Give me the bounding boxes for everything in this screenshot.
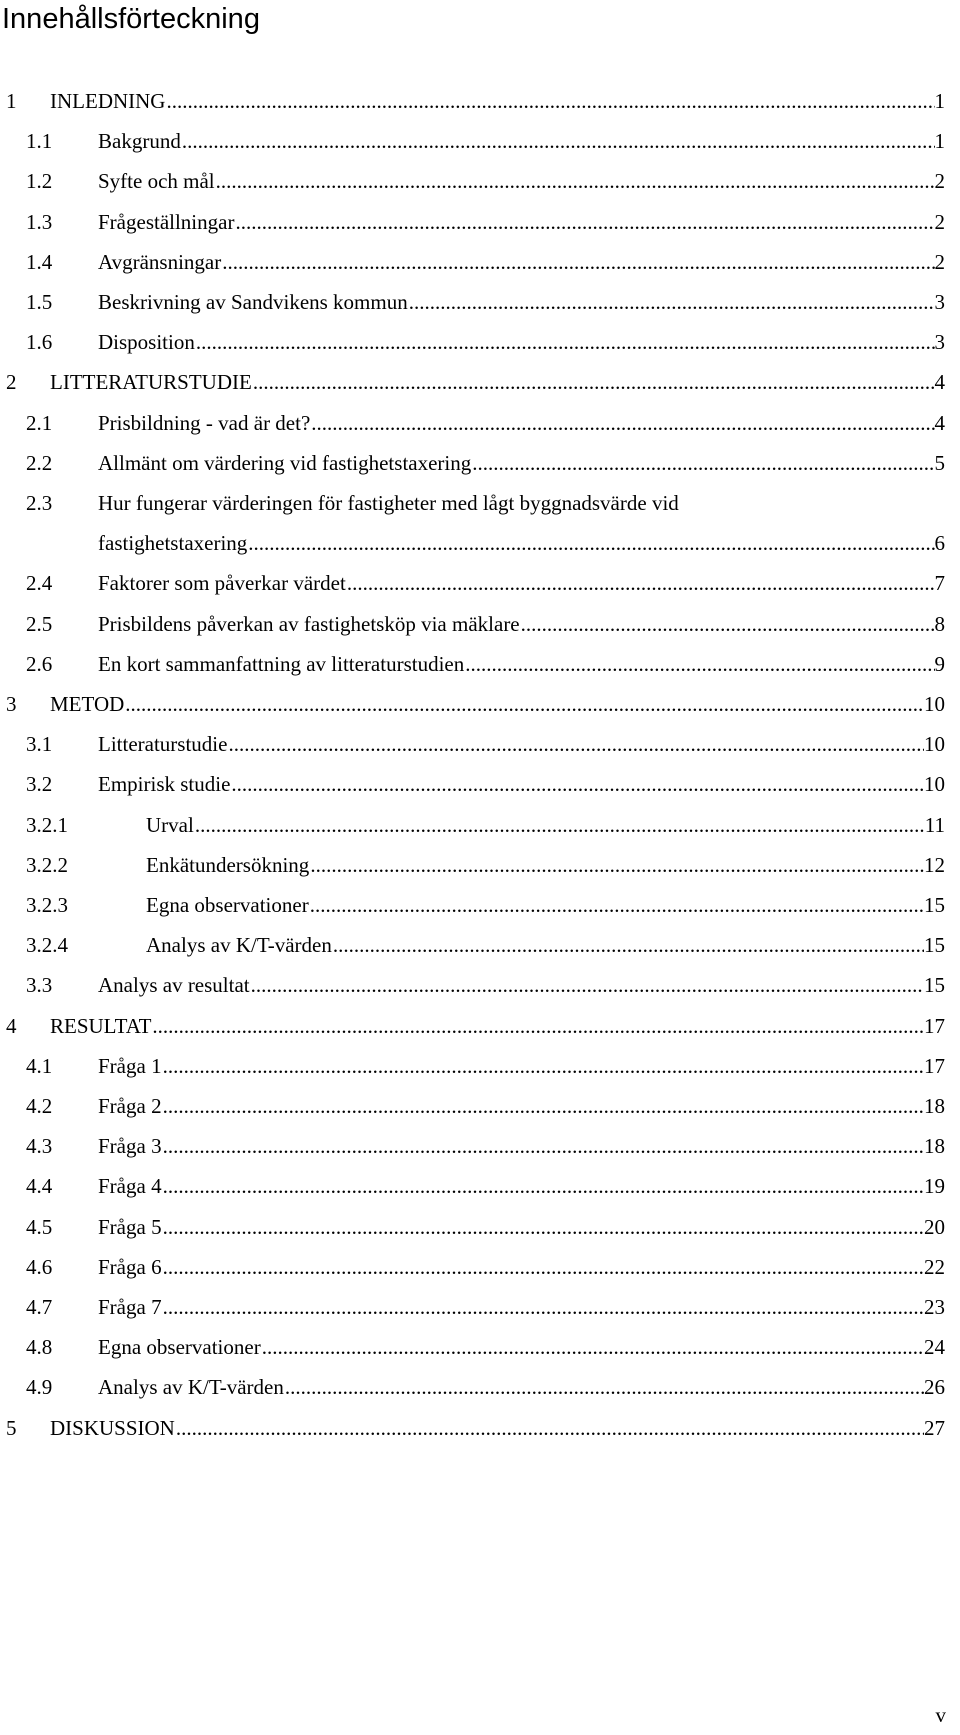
toc-entry-title: DISKUSSION [50,1415,175,1440]
toc-dot-leader [151,1008,924,1044]
toc-entry-number: 3.3 [26,973,53,998]
toc-entry-page: 10 [924,692,945,716]
toc-entry-title: Urval [146,812,194,837]
toc-entry-page: 6 [934,531,945,556]
toc-entry-number: 4.6 [26,1254,53,1279]
toc-entry-title: Analys av K/T-värden [98,1375,284,1400]
toc-entry[interactable] [0,606,960,642]
toc-entry[interactable] [0,284,960,320]
toc-entry-title: Disposition [98,330,195,355]
toc-entry[interactable] [0,1008,960,1044]
toc-entry-page: 27 [924,1415,945,1440]
toc-entry-number: 1.6 [26,330,53,355]
toc-entry-page: 15 [924,893,945,917]
toc-entry-number: 4.3 [26,1134,53,1159]
toc-dot-leader [221,244,934,280]
toc-dot-leader [165,83,934,119]
toc-entry-title: Fråga 4 [98,1174,162,1199]
toc-entry-number: 2.4 [26,571,53,596]
toc-entry-title: METOD [50,692,125,716]
toc-entry[interactable] [0,485,960,521]
toc-dot-leader [284,1369,924,1405]
toc-dot-leader [346,565,935,601]
toc-dot-leader [309,887,924,923]
toc-entry-page: 26 [924,1375,945,1400]
toc-entry-title: Fråga 6 [98,1254,162,1279]
toc-entry-title: Litteraturstudie [98,732,228,757]
toc-entry-title: Beskrivning av Sandvikens kommun [98,290,408,314]
toc-dot-leader [520,606,935,642]
toc-entry-page: 1 [934,89,945,113]
toc-entry-title: Egna observationer [146,893,309,917]
toc-dot-leader [332,927,924,963]
toc-entry-number: 2 [6,370,17,395]
toc-entry-number: 1.1 [26,129,53,154]
page-title: Innehållsförteckning [2,3,260,35]
toc-entry[interactable] [0,83,960,119]
toc-entry-number: 3.2.1 [26,812,68,837]
toc-entry-number: 2.6 [26,651,53,676]
toc-entry-page: 24 [924,1335,945,1360]
toc-entry[interactable] [0,1289,960,1325]
toc-entry[interactable] [0,1249,960,1285]
toc-entry-page: 12 [924,852,945,877]
toc-entry[interactable] [0,1329,960,1365]
toc-dot-leader [261,1329,924,1365]
toc-entry[interactable] [0,244,960,280]
toc-dot-leader [162,1249,924,1285]
toc-entry-number: 3.2.2 [26,852,68,877]
toc-entry-number: 3 [6,692,17,716]
toc-dot-leader [252,364,935,400]
toc-entry-page: 23 [924,1295,945,1319]
toc-entry[interactable] [0,405,960,441]
toc-entry[interactable] [0,726,960,762]
toc-entry-title: Fråga 1 [98,1053,162,1078]
toc-entry-page: 2 [934,169,945,194]
toc-entry-page: 4 [934,370,945,395]
toc-entry-title: Egna observationer [98,1335,261,1360]
toc-entry-number: 4.4 [26,1174,53,1199]
toc-dot-leader [194,807,925,843]
toc-entry-page: 7 [934,571,945,596]
toc-entry-title: RESULTAT [50,1013,152,1038]
toc-entry-number: 2.3 [26,491,53,515]
toc-entry-title: Prisbildning - vad är det? [98,410,311,435]
toc-entry-title: Analys av K/T-värden [146,933,332,958]
toc-entry[interactable] [0,204,960,240]
toc-entry[interactable] [0,364,960,400]
toc-entry-page: 19 [924,1174,945,1199]
toc-dot-leader [230,766,924,802]
toc-entry[interactable] [0,686,960,722]
toc-entry-title: Syfte och mål [98,169,215,194]
toc-entry-page: 8 [934,611,945,636]
toc-entry-number: 1.3 [26,209,53,234]
toc-entry-number: 4.7 [26,1295,53,1319]
toc-entry-number: 3.2.3 [26,893,68,917]
toc-entry-title: Enkätundersökning [146,852,310,877]
toc-entry-number: 1.5 [26,290,53,314]
toc-entry-title: Fråga 5 [98,1214,162,1239]
toc-entry-page: 15 [924,973,945,998]
toc-dot-leader [309,847,924,883]
toc-entry-title: Analys av resultat [98,973,250,998]
toc-entry-number: 2.2 [26,450,53,475]
toc-entry-page: 17 [924,1013,945,1038]
toc-entry-page: 3 [934,330,945,355]
toc-entry-page: 11 [924,812,945,837]
toc-entry-number: 3.2.4 [26,933,68,958]
toc-entry-number: 3.1 [26,732,53,757]
toc-dot-leader [234,204,934,240]
toc-entry-page: 22 [924,1254,945,1279]
toc-dot-leader [215,163,935,199]
toc-entry[interactable] [0,1168,960,1204]
toc-entry-title: Empirisk studie [98,772,231,797]
toc-dot-leader [175,1410,924,1446]
toc-entry-title: Fråga 2 [98,1094,162,1118]
toc-entry-number: 1.2 [26,169,53,194]
toc-entry-title: Faktorer som påverkar värdet [98,571,346,596]
toc-entry-page: 18 [924,1094,945,1118]
toc-entry-page: 3 [934,290,945,314]
toc-entry[interactable] [0,887,960,923]
toc-entry-title: Fråga 3 [98,1134,162,1159]
toc-entry-title: INLEDNING [50,89,166,113]
toc-entry-title: Avgränsningar [98,249,222,274]
toc-entry-number: 2.1 [26,410,53,435]
toc-entry-page: 17 [924,1053,945,1078]
toc-entry[interactable] [0,445,960,481]
toc-dot-leader [408,284,935,320]
toc-dot-leader [162,1088,924,1124]
toc-entry[interactable] [0,927,960,963]
toc-entry[interactable] [0,1048,960,1084]
toc-entry[interactable] [0,807,960,843]
toc-entry-title: fastighetstaxering [98,531,248,556]
toc-dot-leader [471,445,934,481]
toc-dot-leader [195,324,935,360]
toc-entry-title: Frågeställningar [98,209,235,234]
toc-dot-leader [310,405,934,441]
toc-entry[interactable] [0,565,960,601]
toc-entry-number: 4.8 [26,1335,53,1360]
toc-entry-number: 3.2 [26,772,53,797]
toc-entry-page: 9 [934,651,945,676]
toc-entry[interactable] [0,1410,960,1446]
toc-entry-page: 20 [924,1214,945,1239]
toc-entry-number: 4.2 [26,1094,53,1118]
toc-entry-page: 2 [934,209,945,234]
toc-dot-leader [464,646,934,682]
toc-entry-number: 4 [6,1013,17,1038]
toc-entry-page: 4 [934,410,945,435]
toc-entry[interactable] [0,967,960,1003]
toc-entry-page: 2 [934,249,945,274]
toc-entry-page: 15 [924,933,945,958]
page-number: v [935,1703,946,1727]
toc-entry[interactable] [0,1088,960,1124]
toc-entry-page: 18 [924,1134,945,1159]
toc-entry-number: 4.1 [26,1053,53,1078]
toc-entry[interactable] [0,525,960,561]
toc-entry-title: Allmänt om värdering vid fastighetstaxering [98,450,472,475]
toc-dot-leader [181,123,935,159]
toc-entry-title: En kort sammanfattning av litteraturstudien [98,651,465,676]
toc-dot-leader [162,1128,924,1164]
toc-entry[interactable] [0,646,960,682]
toc-entry-page: 1 [934,129,945,154]
toc-entry[interactable] [0,324,960,360]
toc-entry-title: Fråga 7 [98,1295,162,1319]
toc-entry-title: Hur fungerar värderingen för fastigheter med lågt byggnadsvärde vid [98,491,679,515]
toc-dot-leader [124,686,924,722]
toc-entry-title: LITTERATURSTUDIE [50,370,252,395]
toc-dot-leader [162,1209,924,1245]
toc-entry[interactable] [0,163,960,199]
toc-entry[interactable] [0,1209,960,1245]
toc-entry[interactable] [0,1128,960,1164]
toc-dot-leader [247,525,934,561]
toc-entry-number: 4.5 [26,1214,53,1239]
toc-entry-number: 2.5 [26,611,53,636]
toc-entry-number: 4.9 [26,1375,53,1400]
toc-dot-leader [250,967,924,1003]
toc-dot-leader [162,1289,924,1325]
toc-entry-number: 1 [6,89,17,113]
toc-entry-page: 10 [924,772,945,797]
toc-entry-page: 5 [934,450,945,475]
toc-entry[interactable] [0,123,960,159]
toc-entry-number: 5 [6,1415,17,1440]
toc-entry[interactable] [0,847,960,883]
toc-entry-page: 10 [924,732,945,757]
toc-dot-leader [162,1168,924,1204]
toc-dot-leader [227,726,924,762]
toc-entry-title: Prisbildens påverkan av fastighetsköp via mäklare [98,611,520,636]
toc-entry[interactable] [0,1369,960,1405]
toc-entry-title: Bakgrund [98,129,181,154]
toc-dot-leader [162,1048,924,1084]
toc-entry[interactable] [0,766,960,802]
toc-entry-number: 1.4 [26,249,53,274]
